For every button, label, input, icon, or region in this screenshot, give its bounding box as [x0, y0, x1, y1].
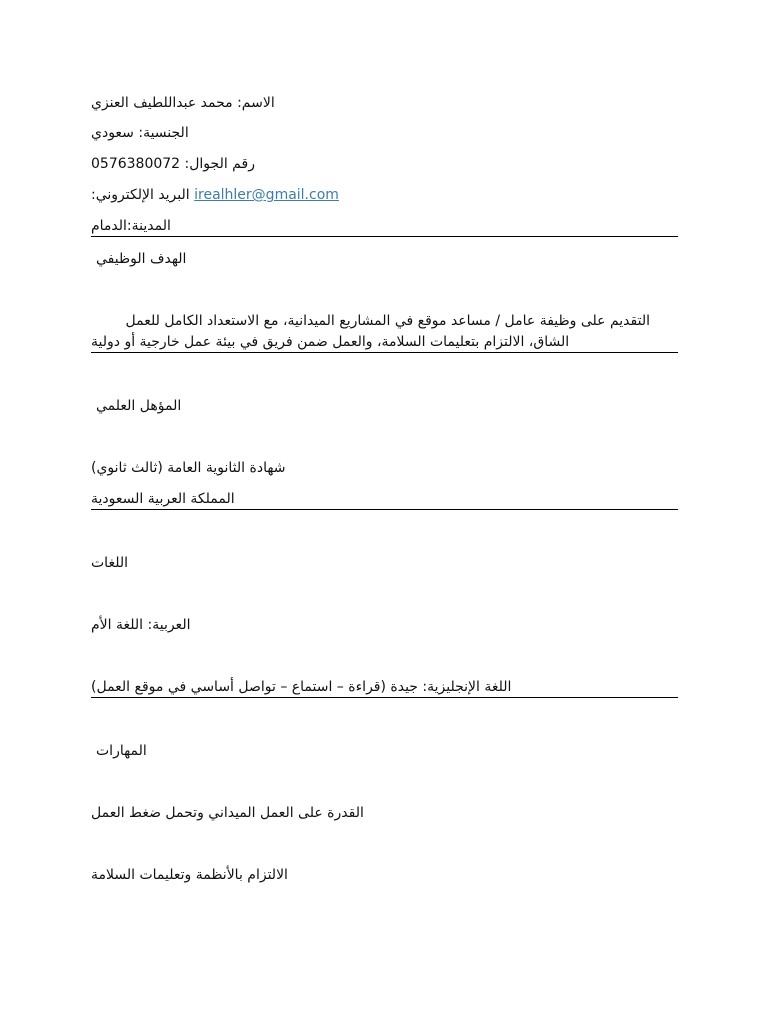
email-link[interactable]: irealhler@gmail.com — [194, 187, 339, 203]
phone-value: 0576380072 — [91, 156, 181, 172]
objective-line-2: الشاق، الالتزام بتعليمات السلامة، والعمل ضمن فريق في بيئة عمل خارجية أو دولية — [91, 334, 570, 350]
skill-item: الالتزام بالأنظمة وتعليمات السلامة — [91, 867, 288, 883]
objective-heading: الهدف الوظيفي — [96, 251, 187, 267]
education-country: المملكة العربية السعودية — [91, 491, 235, 507]
language-arabic: العربية: اللغة الأم — [91, 617, 191, 633]
nationality-line: الجنسية: سعودي — [91, 125, 189, 141]
phone-line — [91, 154, 255, 174]
phone-label: رقم الجوال: — [184, 156, 255, 172]
city-line: المدينة:الدمام — [91, 218, 171, 234]
skill-item: القدرة على العمل الميداني وتحمل ضغط العمل — [91, 805, 364, 821]
education-heading: المؤهل العلمي — [96, 398, 182, 414]
divider-objective — [91, 352, 678, 353]
language-english: اللغة الإنجليزية: جيدة (قراءة – استماع – تواصل أساسي في موقع العمل) — [91, 679, 512, 695]
skills-heading: المهارات — [96, 743, 147, 759]
email-label: البريد الإلكتروني: — [91, 187, 190, 203]
name-line: الاسم: محمد عبداللطيف العنزي — [91, 95, 275, 111]
education-degree: شهادة الثانوية العامة (ثالث ثانوي) — [91, 460, 286, 476]
divider-contact — [91, 236, 678, 237]
divider-education — [91, 509, 678, 510]
objective-line-1: التقديم على وظيفة عامل / مساعد موقع في المشاريع الميدانية، مع الاستعداد الكامل للعمل — [125, 313, 650, 329]
email-line — [91, 185, 339, 205]
languages-heading: اللغات — [91, 555, 128, 571]
divider-languages — [91, 697, 678, 698]
